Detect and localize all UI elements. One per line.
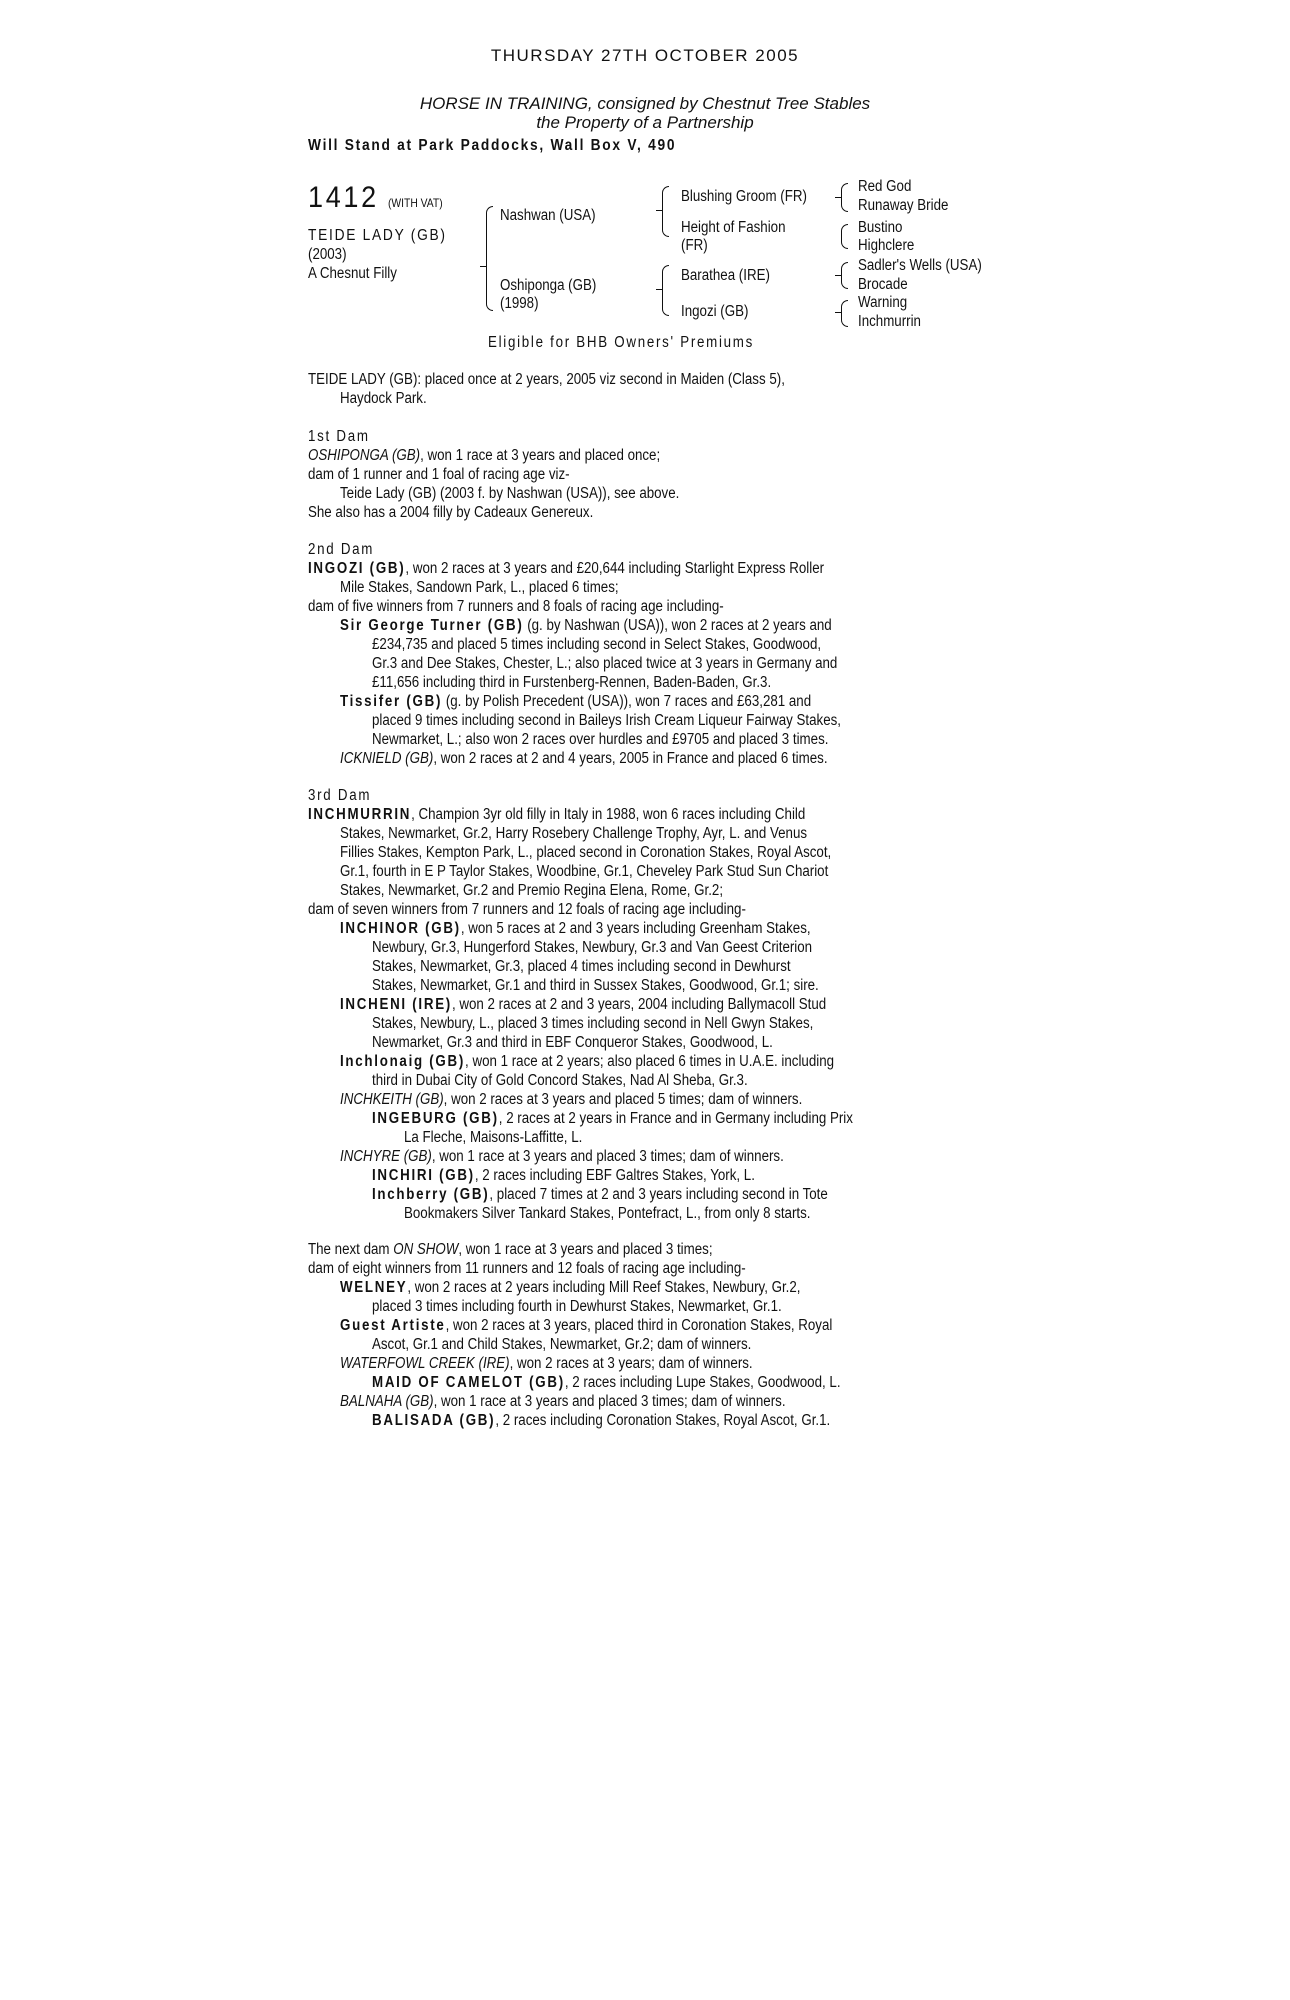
progeny-name: ICKNIELD (GB) <box>340 750 434 767</box>
dam-record: INCHMURRIN, Champion 3yr old filly in Italy in 1988, won 6 races including Child <box>308 806 806 823</box>
pedigree-sire-sire: Blushing Groom (FR) <box>681 188 807 205</box>
pedigree-gen3-3: Bustino <box>858 219 903 236</box>
progeny-name: MAID OF CAMELOT (GB) <box>372 1374 565 1391</box>
dam-produce: dam of five winners from 7 runners and 8 foals of racing age including- <box>308 598 724 615</box>
dam-record: Fillies Stakes, Kempton Park, L., placed second in Coronation Stakes, Royal Ascot, <box>340 844 832 861</box>
progeny-record: INCHENI (IRE), won 2 races at 2 and 3 years, 2004 including Ballymacoll Stud <box>340 996 827 1013</box>
dam-name: OSHIPONGA (GB) <box>308 447 421 464</box>
progeny-name: Inchberry (GB) <box>372 1186 490 1203</box>
progeny-record: INCHYRE (GB), won 1 race at 3 years and placed 3 times; dam of winners. <box>340 1148 784 1165</box>
pedigree-sire-dam: Height of Fashion <box>681 219 786 236</box>
pedigree-brace <box>662 186 669 211</box>
progeny-name: INCHINOR (GB) <box>340 920 461 937</box>
progeny-record: Inchlonaig (GB), won 1 race at 2 years; also placed 6 times in U.A.E. including <box>340 1053 835 1070</box>
progeny-record: Bookmakers Silver Tankard Stakes, Pontefract, L., from only 8 starts. <box>404 1205 811 1222</box>
progeny-name: INCHIRI (GB) <box>372 1167 475 1184</box>
dam-name: INGOZI (GB) <box>308 560 406 577</box>
dam-record: Gr.1, fourth in E P Taylor Stakes, Woodbine, Gr.1, Cheveley Park Stud Sun Chariot <box>340 863 829 880</box>
pedigree-brace <box>662 265 669 290</box>
sale-date: THURSDAY 27TH OCTOBER 2005 <box>490 46 800 65</box>
pedigree-brace-tip <box>656 289 662 290</box>
progeny-record: £11,656 including third in Furstenberg-Rennen, Baden-Baden, Gr.3. <box>372 674 772 691</box>
race-summary: Haydock Park. <box>340 390 427 407</box>
progeny-record: Newbury, Gr.3, Hungerford Stakes, Newbury, Gr.3 and Van Geest Criterion <box>372 939 813 956</box>
progeny-record: ICKNIELD (GB), won 2 races at 2 and 4 years, 2005 in France and placed 6 times. <box>340 750 828 767</box>
stand-location: Will Stand at Park Paddocks, Wall Box V, 490 <box>308 137 677 154</box>
progeny-record: BALNAHA (GB), won 1 race at 3 years and placed 3 times; dam of winners. <box>340 1393 786 1410</box>
dam-record: Stakes, Newmarket, Gr.2, Harry Rosebery Challenge Trophy, Ayr, L. and Venus <box>340 825 808 842</box>
progeny-record: INGEBURG (GB), 2 races at 2 years in France and in Germany including Prix <box>372 1110 853 1127</box>
progeny-record: Stakes, Newmarket, Gr.3, placed 4 times including second in Dewhurst <box>372 958 791 975</box>
progeny-name: INCHYRE (GB) <box>340 1148 432 1165</box>
pedigree-brace-tip <box>835 275 841 276</box>
progeny-name: INCHENI (IRE) <box>340 996 452 1013</box>
progeny-record: £234,735 and placed 5 times including second in Select Stakes, Goodwood, <box>372 636 822 653</box>
progeny-record: WATERFOWL CREEK (IRE), won 2 races at 3 years; dam of winners. <box>340 1355 753 1372</box>
dam-produce: dam of eight winners from 11 runners and 12 foals of racing age including- <box>308 1260 746 1277</box>
lot-number: 1412 <box>308 181 379 214</box>
pedigree-brace <box>841 262 848 276</box>
premium-eligibility: Eligible for BHB Owners' Premiums <box>488 334 754 351</box>
section-heading: 1st Dam <box>308 428 370 445</box>
dam-record: Stakes, Newmarket, Gr.2 and Premio Regina Elena, Rome, Gr.2; <box>340 882 724 899</box>
consignment-line: HORSE IN TRAINING, consigned by Chestnut Tree Stables <box>419 94 871 113</box>
progeny-record: placed 3 times including fourth in Dewhurst Stakes, Newmarket, Gr.1. <box>372 1298 782 1315</box>
foaling-year: (2003) <box>308 246 347 263</box>
progeny-record: Stakes, Newbury, L., placed 3 times including second in Nell Gwyn Stakes, <box>372 1015 814 1032</box>
dam-progeny: Teide Lady (GB) (2003 f. by Nashwan (USA)), see above. <box>340 485 680 502</box>
progeny-name: BALNAHA (GB) <box>340 1393 434 1410</box>
progeny-name: WATERFOWL CREEK (IRE) <box>340 1355 510 1372</box>
horse-name: TEIDE LADY (GB) <box>308 227 447 244</box>
progeny-record: Stakes, Newmarket, Gr.1 and third in Sussex Stakes, Goodwood, Gr.1; sire. <box>372 977 819 994</box>
progeny-record: BALISADA (GB), 2 races including Coronation Stakes, Royal Ascot, Gr.1. <box>372 1412 831 1429</box>
progeny-record: INCHINOR (GB), won 5 races at 2 and 3 years including Greenham Stakes, <box>340 920 811 937</box>
pedigree-brace <box>841 236 848 249</box>
progeny-record: placed 9 times including second in Baileys Irish Cream Liqueur Fairway Stakes, <box>372 712 841 729</box>
dam-record: INGOZI (GB), won 2 races at 3 years and £20,644 including Starlight Express Roller <box>308 560 825 577</box>
pedigree-brace <box>841 197 848 212</box>
progeny-name: BALISADA (GB) <box>372 1412 496 1429</box>
vat-note: (WITH VAT) <box>388 196 443 210</box>
progeny-record: Newmarket, Gr.3 and third in EBF Conqueror Stakes, Goodwood, L. <box>372 1034 773 1051</box>
pedigree-dam-sire: Barathea (IRE) <box>681 267 770 284</box>
progeny-record: Guest Artiste, won 2 races at 3 years, placed third in Coronation Stakes, Royal <box>340 1317 833 1334</box>
progeny-record: INCHKEITH (GB), won 2 races at 3 years and placed 5 times; dam of winners. <box>340 1091 803 1108</box>
progeny-record: Inchberry (GB), placed 7 times at 2 and 3 years including second in Tote <box>372 1186 828 1203</box>
pedigree-dam: Oshiponga (GB) <box>500 277 597 294</box>
pedigree-gen3-4: Highclere <box>858 237 915 254</box>
progeny-name: Inchlonaig (GB) <box>340 1053 466 1070</box>
horse-description: A Chesnut Filly <box>308 265 397 282</box>
pedigree-brace <box>486 206 493 267</box>
progeny-record: Tissifer (GB) (g. by Polish Precedent (USA)), won 7 races and £63,281 and <box>340 693 812 710</box>
dam-name: INCHMURRIN <box>308 806 412 823</box>
progeny-name: Tissifer (GB) <box>340 693 443 710</box>
progeny-record: La Fleche, Maisons-Laffitte, L. <box>404 1129 583 1146</box>
pedigree-gen3-6: Brocade <box>858 276 908 293</box>
race-summary: TEIDE LADY (GB): placed once at 2 years, 2005 viz second in Maiden (Class 5), <box>308 371 785 388</box>
pedigree-brace <box>841 183 848 198</box>
pedigree-dam-year: (1998) <box>500 295 539 312</box>
pedigree-sire-dam-country: (FR) <box>681 237 708 254</box>
progeny-name: Sir George Turner (GB) <box>340 617 524 634</box>
pedigree-brace <box>662 289 669 316</box>
progeny-record: MAID OF CAMELOT (GB), 2 races including Lupe Stakes, Goodwood, L. <box>372 1374 841 1391</box>
pedigree-brace-tip <box>480 266 486 267</box>
pedigree-brace-tip <box>835 197 841 198</box>
dam-record: Mile Stakes, Sandown Park, L., placed 6 times; <box>340 579 619 596</box>
section-heading: 2nd Dam <box>308 541 375 558</box>
progeny-record: Newmarket, L.; also won 2 races over hurdles and £9705 and placed 3 times. <box>372 731 829 748</box>
pedigree-dam-dam: Ingozi (GB) <box>681 303 749 320</box>
pedigree-sire: Nashwan (USA) <box>500 207 596 224</box>
progeny-record: INCHIRI (GB), 2 races including EBF Galtres Stakes, York, L. <box>372 1167 755 1184</box>
progeny-name: INCHKEITH (GB) <box>340 1091 444 1108</box>
pedigree-brace <box>662 210 669 237</box>
progeny-name: Guest Artiste <box>340 1317 446 1334</box>
pedigree-gen3-2: Runaway Bride <box>858 197 949 214</box>
dam-name: ON SHOW <box>393 1241 459 1258</box>
pedigree-brace <box>841 312 848 327</box>
progeny-record: Ascot, Gr.1 and Child Stakes, Newmarket, Gr.2; dam of winners. <box>372 1336 752 1353</box>
pedigree-gen3-5: Sadler's Wells (USA) <box>858 257 982 274</box>
section-heading: 3rd Dam <box>308 787 372 804</box>
pedigree-brace <box>841 275 848 289</box>
pedigree-gen3-8: Inchmurrin <box>858 313 921 330</box>
property-line: the Property of a Partnership <box>536 113 754 132</box>
pedigree-brace-tip <box>835 312 841 313</box>
progeny-record: Sir George Turner (GB) (g. by Nashwan (USA)), won 2 races at 2 years and <box>340 617 832 634</box>
dam-record: The next dam ON SHOW, won 1 race at 3 years and placed 3 times; <box>308 1241 713 1258</box>
pedigree-gen3-7: Warning <box>858 294 908 311</box>
progeny-name: WELNEY <box>340 1279 408 1296</box>
dam-produce: dam of seven winners from 7 runners and 12 foals of racing age including- <box>308 901 746 918</box>
progeny-name: INGEBURG (GB) <box>372 1110 499 1127</box>
dam-note: She also has a 2004 filly by Cadeaux Genereux. <box>308 504 594 521</box>
progeny-record: Gr.3 and Dee Stakes, Chester, L.; also placed twice at 3 years in Germany and <box>372 655 838 672</box>
pedigree-gen3-1: Red God <box>858 178 912 195</box>
dam-record: OSHIPONGA (GB), won 1 race at 3 years and placed once; <box>308 447 661 464</box>
dam-produce: dam of 1 runner and 1 foal of racing age viz- <box>308 466 570 483</box>
pedigree-brace <box>486 266 493 311</box>
pedigree-brace-tip <box>656 210 662 211</box>
progeny-record: third in Dubai City of Gold Concord Stakes, Nad Al Sheba, Gr.3. <box>372 1072 748 1089</box>
progeny-record: WELNEY, won 2 races at 2 years including Mill Reef Stakes, Newbury, Gr.2, <box>340 1279 801 1296</box>
